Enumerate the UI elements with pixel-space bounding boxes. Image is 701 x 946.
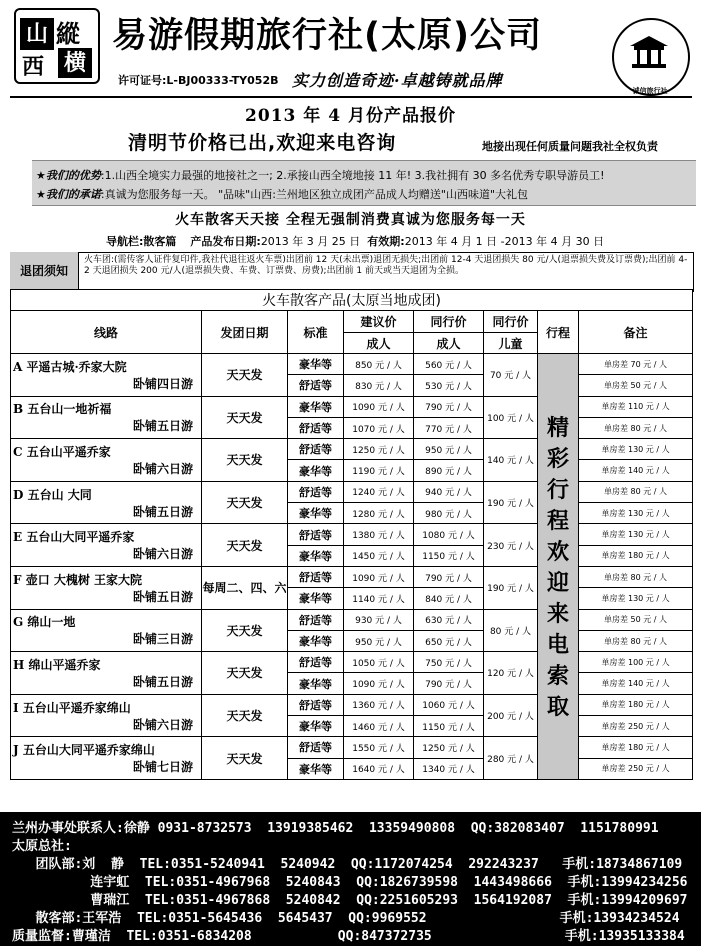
table-row (11, 652, 693, 673)
child-price: 100 元 / 人 (484, 396, 538, 439)
suggested-price: 1380 元 / 人 (344, 524, 414, 545)
promise-text: :真诚为您服务每一天。 "品味"山西:兰州地区独立成团产品成人均赠送"山西味道"大礼包 (100, 188, 529, 201)
standard: 豪华等 (288, 630, 344, 651)
logo-char: 横 (58, 48, 92, 78)
route-line1: H 绵山平遥乔家 (13, 657, 101, 672)
suggested-price: 1360 元 / 人 (344, 694, 414, 715)
route-line2: 卧铺三日游 (132, 632, 193, 647)
route-line2: 卧铺五日游 (132, 589, 193, 604)
single-supplement: 单房差 80 元 / 人 (579, 566, 693, 587)
itinerary-char: 彩 (546, 447, 569, 473)
suggested-price: 830 元 / 人 (344, 375, 414, 396)
table-row (11, 524, 693, 545)
depart-days: 天天发 (202, 694, 288, 737)
logo-char: 山 (20, 18, 54, 50)
standard: 豪华等 (288, 503, 344, 524)
peer-price: 790 元 / 人 (414, 566, 484, 587)
itinerary-char: 索 (546, 664, 569, 690)
child-price: 230 元 / 人 (484, 524, 538, 567)
refund-text: 火车团:(需传客人证件复印件,我社代退往返火车票)出团前 12 天(未出票)退团无损失;出团前 12-4 天退团损失 80 元/人(退票损失费及订票费);出团前 4-2 天退团损失 200 元/人(退票损失费、车费、订票费、房费);出团前 1 前天或当天退团为全损。 (84, 255, 688, 276)
release-date: 2013 年 3 月 25 日 (260, 235, 361, 248)
route-line1: F 壶口 大槐树 王家大院 (13, 572, 143, 587)
footer-line: 质量监督:曹瑾洁 TEL:0351-6834208 QQ:847372735 手机:13935133384 (12, 929, 685, 944)
suggested-price: 1190 元 / 人 (344, 460, 414, 481)
standard: 豪华等 (288, 354, 344, 375)
standard: 舒适等 (288, 524, 344, 545)
suggested-price: 1240 元 / 人 (344, 481, 414, 502)
single-supplement: 单房差 80 元 / 人 (579, 417, 693, 438)
itinerary-char: 欢 (546, 540, 569, 566)
section-title: 火车散客产品(太原当地成团) (11, 290, 693, 311)
header-depart: 发团日期 (202, 311, 288, 354)
route-line1: J 五台山大同平遥乔家绵山 (13, 743, 155, 758)
route-line2: 卧铺六日游 (132, 461, 193, 476)
contact-footer (0, 812, 701, 946)
price-table (10, 289, 693, 780)
single-supplement: 单房差 130 元 / 人 (579, 524, 693, 545)
company-title: 易游假期旅行社(太原)公司 (112, 16, 542, 56)
table-row (11, 396, 693, 417)
peer-price: 1150 元 / 人 (414, 716, 484, 737)
route-line2: 卧铺五日游 (132, 504, 193, 519)
standard: 豪华等 (288, 588, 344, 609)
peer-price: 980 元 / 人 (414, 503, 484, 524)
peer-price: 950 元 / 人 (414, 439, 484, 460)
route-line1: D 五台山 大同 (13, 487, 92, 502)
single-supplement: 单房差 140 元 / 人 (579, 673, 693, 694)
peer-price: 630 元 / 人 (414, 609, 484, 630)
promise-line (36, 186, 528, 202)
advantage-text: :1.山西全境实力最强的地接社之一; 2.承接山西全境地接 11 年! 3.我社拥有 30 多名优秀专职导游员工! (100, 169, 605, 182)
header-standard: 标准 (288, 311, 344, 354)
route-name (11, 396, 202, 439)
child-price: 70 元 / 人 (484, 354, 538, 397)
route-line2: 卧铺六日游 (132, 547, 193, 562)
single-supplement: 单房差 130 元 / 人 (579, 588, 693, 609)
child-price: 80 元 / 人 (484, 609, 538, 652)
depart-days: 天天发 (202, 524, 288, 567)
standard: 舒适等 (288, 609, 344, 630)
report-title: 2013 年 4 月份产品报价 (245, 106, 456, 126)
single-supplement: 单房差 80 元 / 人 (579, 630, 693, 651)
footer-line: 太原总社: (12, 839, 72, 854)
suggested-price: 1450 元 / 人 (344, 545, 414, 566)
route-name (11, 524, 202, 567)
route-name (11, 481, 202, 524)
depart-days: 天天发 (202, 396, 288, 439)
suggested-price: 1250 元 / 人 (344, 439, 414, 460)
standard: 舒适等 (288, 694, 344, 715)
header-peer-child: 同行价 (484, 311, 538, 333)
itinerary-char: 来 (546, 602, 569, 628)
suggested-price: 1550 元 / 人 (344, 737, 414, 758)
single-supplement: 单房差 250 元 / 人 (579, 758, 693, 779)
advantage-label: ★我们的优势 (36, 169, 101, 182)
table-row (11, 694, 693, 715)
standard: 豪华等 (288, 673, 344, 694)
peer-price: 1150 元 / 人 (414, 545, 484, 566)
header-notes: 备注 (579, 311, 693, 354)
standard: 舒适等 (288, 481, 344, 502)
header-child: 儿童 (484, 333, 538, 354)
single-supplement: 单房差 70 元 / 人 (579, 354, 693, 375)
standard: 舒适等 (288, 737, 344, 758)
itinerary-char: 行 (546, 478, 569, 504)
peer-price: 1340 元 / 人 (414, 758, 484, 779)
suggested-price: 1090 元 / 人 (344, 396, 414, 417)
suggested-price: 1140 元 / 人 (344, 588, 414, 609)
peer-price: 790 元 / 人 (414, 673, 484, 694)
single-supplement: 单房差 100 元 / 人 (579, 652, 693, 673)
peer-price: 1060 元 / 人 (414, 694, 484, 715)
valid-period: 2013 年 4 月 1 日 -2013 年 4 月 30 日 (404, 235, 605, 248)
itinerary-char: 精 (546, 416, 569, 442)
nav-value: 散客篇 (143, 235, 177, 248)
single-supplement: 单房差 80 元 / 人 (579, 481, 693, 502)
suggested-price: 1090 元 / 人 (344, 566, 414, 587)
route-name (11, 652, 202, 695)
pavilion-icon (628, 34, 670, 70)
header-divider (10, 96, 692, 98)
itinerary-char: 程 (546, 509, 569, 535)
single-supplement: 单房差 130 元 / 人 (579, 503, 693, 524)
child-price: 280 元 / 人 (484, 737, 538, 780)
peer-price: 940 元 / 人 (414, 481, 484, 502)
header-adult-peer: 成人 (414, 333, 484, 354)
child-price: 120 元 / 人 (484, 652, 538, 695)
depart-days: 天天发 (202, 354, 288, 397)
itinerary-note (538, 354, 579, 780)
child-price: 140 元 / 人 (484, 439, 538, 482)
route-line1: B 五台山一地祈福 (13, 402, 112, 417)
route-line1: I 五台山平遥乔家绵山 (13, 700, 131, 715)
suggested-price: 1640 元 / 人 (344, 758, 414, 779)
table-row (11, 439, 693, 460)
standard: 舒适等 (288, 439, 344, 460)
suggested-price: 930 元 / 人 (344, 609, 414, 630)
service-tagline: 火车散客天天接 全程无强制消费真诚为您服务每一天 (175, 212, 526, 228)
single-supplement: 单房差 180 元 / 人 (579, 737, 693, 758)
logo-char: 西 (22, 54, 45, 80)
standard: 舒适等 (288, 417, 344, 438)
child-price: 190 元 / 人 (484, 566, 538, 609)
advantages-box (32, 160, 696, 206)
route-line2: 卧铺四日游 (132, 376, 193, 391)
itinerary-char: 迎 (546, 571, 569, 597)
standard: 豪华等 (288, 758, 344, 779)
standard: 舒适等 (288, 375, 344, 396)
depart-days: 天天发 (202, 652, 288, 695)
suggested-price: 1280 元 / 人 (344, 503, 414, 524)
standard: 豪华等 (288, 396, 344, 417)
single-supplement: 单房差 50 元 / 人 (579, 609, 693, 630)
release-label: 产品发布日期: (190, 235, 261, 248)
itinerary-char: 取 (546, 695, 569, 721)
table-row (11, 609, 693, 630)
depart-days: 天天发 (202, 609, 288, 652)
suggested-price: 1050 元 / 人 (344, 652, 414, 673)
peer-price: 770 元 / 人 (414, 417, 484, 438)
header-peer: 同行价 (414, 311, 484, 333)
route-name (11, 439, 202, 482)
footer-line: 连宇虹 TEL:0351-4967968 5240843 QQ:1826739598 1443498666 手机:13994234256 (12, 875, 688, 890)
peer-price: 530 元 / 人 (414, 375, 484, 396)
route-name (11, 694, 202, 737)
table-row (11, 481, 693, 502)
brand-slogan: 实力创造奇迹·卓越铸就品牌 (292, 71, 503, 90)
footer-line: 散客部:王军浩 TEL:0351-5645436 5645437 QQ:9969552 手机:13934234524 (12, 911, 680, 926)
footer-line: 团队部:刘 静 TEL:0351-5240941 5240942 QQ:1172074254 292243237 手机:18734867109 (12, 857, 683, 872)
standard: 舒适等 (288, 566, 344, 587)
child-price: 190 元 / 人 (484, 481, 538, 524)
peer-price: 650 元 / 人 (414, 630, 484, 651)
logo-char: 縱 (56, 19, 80, 48)
route-name (11, 566, 202, 609)
peer-price: 750 元 / 人 (414, 652, 484, 673)
depart-days: 天天发 (202, 439, 288, 482)
peer-price: 1250 元 / 人 (414, 737, 484, 758)
depart-days: 天天发 (202, 737, 288, 780)
depart-days: 天天发 (202, 481, 288, 524)
child-price: 200 元 / 人 (484, 694, 538, 737)
table-row (11, 566, 693, 587)
promise-label: ★我们的承诺 (36, 188, 101, 201)
route-line1: E 五台山大同平遥乔家 (13, 530, 135, 545)
route-line2: 卧铺五日游 (132, 419, 193, 434)
route-line1: G 绵山一地 (13, 615, 76, 630)
peer-price: 560 元 / 人 (414, 354, 484, 375)
route-name (11, 354, 202, 397)
depart-days: 每周二、四、六 (202, 566, 288, 609)
single-supplement: 单房差 180 元 / 人 (579, 694, 693, 715)
refund-label: 退团须知 (10, 252, 79, 290)
valid-label: 有效期: (367, 235, 405, 248)
single-supplement: 单房差 130 元 / 人 (579, 439, 693, 460)
peer-price: 840 元 / 人 (414, 588, 484, 609)
suggested-price: 1460 元 / 人 (344, 716, 414, 737)
itinerary-char: 电 (546, 633, 569, 659)
peer-price: 790 元 / 人 (414, 396, 484, 417)
single-supplement: 单房差 110 元 / 人 (579, 396, 693, 417)
route-name (11, 737, 202, 780)
single-supplement: 单房差 180 元 / 人 (579, 545, 693, 566)
seal-text: 诚信旅行社 (632, 87, 668, 95)
route-line1: A 平遥古城·乔家大院 (13, 359, 127, 374)
suggested-price: 1090 元 / 人 (344, 673, 414, 694)
single-supplement: 单房差 250 元 / 人 (579, 716, 693, 737)
nav-label: 导航栏: (106, 235, 144, 248)
route-name (11, 609, 202, 652)
route-line2: 卧铺六日游 (132, 717, 193, 732)
single-supplement: 单房差 140 元 / 人 (579, 460, 693, 481)
nav-bar (106, 233, 604, 249)
standard: 舒适等 (288, 652, 344, 673)
suggested-price: 850 元 / 人 (344, 354, 414, 375)
single-supplement: 单房差 50 元 / 人 (579, 375, 693, 396)
header-itinerary: 行程 (538, 311, 579, 354)
header-route: 线路 (11, 311, 202, 354)
route-line2: 卧铺五日游 (132, 674, 193, 689)
standard: 豪华等 (288, 545, 344, 566)
header-adult: 成人 (344, 333, 414, 354)
route-line2: 卧铺七日游 (132, 760, 193, 775)
table-row (11, 737, 693, 758)
quality-guarantee: 地接出现任何质量问题我社全权负责 (482, 140, 658, 153)
footer-line: 兰州办事处联系人:徐静 0931-8732573 13919385462 13359490808 QQ:382083407 1151780991 (12, 821, 659, 836)
peer-price: 890 元 / 人 (414, 460, 484, 481)
header-suggested: 建议价 (344, 311, 414, 333)
license-number: 许可证号:L-BJ00333-TY052B (118, 74, 279, 87)
advantage-line (36, 167, 605, 183)
holiday-banner: 清明节价格已出,欢迎来电咨询 (128, 132, 397, 154)
route-line1: C 五台山平遥乔家 (13, 444, 111, 459)
suggested-price: 1070 元 / 人 (344, 417, 414, 438)
peer-price: 1080 元 / 人 (414, 524, 484, 545)
standard: 豪华等 (288, 460, 344, 481)
table-row (11, 354, 693, 375)
footer-line: 曹瑞江 TEL:0351-4967868 5240842 QQ:2251605293 1564192087 手机:13994209697 (12, 893, 688, 908)
suggested-price: 950 元 / 人 (344, 630, 414, 651)
standard: 豪华等 (288, 716, 344, 737)
